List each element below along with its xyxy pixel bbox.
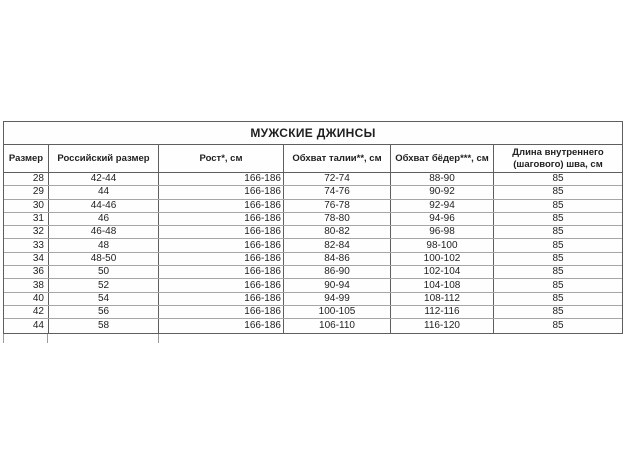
table-cell: 58 xyxy=(49,319,159,332)
table-cell: 92-94 xyxy=(391,200,494,212)
table-row xyxy=(4,293,622,306)
table-cell: 54 xyxy=(49,293,159,305)
table-cell: 44 xyxy=(4,319,49,332)
table-cell: 98-100 xyxy=(391,239,494,251)
table-cell: 85 xyxy=(552,226,564,238)
table-cell: 42 xyxy=(4,306,49,318)
table-cell: 38 xyxy=(4,279,49,291)
table-cell: 85 xyxy=(552,186,564,198)
table-cell: 166-186 xyxy=(159,239,284,251)
grid-stub-russian-size-column-border xyxy=(158,334,159,343)
column-header: Рост*, см xyxy=(159,145,284,172)
table-cell: 85 xyxy=(552,213,564,225)
table-cell: 166-186 xyxy=(159,266,284,278)
table-cell: 85 xyxy=(552,252,564,264)
table-cell: 85 xyxy=(552,239,564,251)
table-cell: 74-76 xyxy=(284,186,391,198)
table-row xyxy=(4,319,622,332)
table-body xyxy=(4,173,622,333)
table-header-row xyxy=(4,145,622,173)
table-cell: 94-99 xyxy=(284,293,391,305)
table-row xyxy=(4,266,622,279)
table-cell: 166-186 xyxy=(159,226,284,238)
table-cell: 166-186 xyxy=(159,186,284,198)
table-cell: 90-92 xyxy=(391,186,494,198)
table-cell: 82-84 xyxy=(284,239,391,251)
table-cell: 52 xyxy=(49,279,159,291)
table-cell: 85 xyxy=(552,173,564,185)
column-header: Длина внутреннего (шагового) шва, см xyxy=(512,146,604,170)
table-cell: 42-44 xyxy=(49,173,159,185)
table-cell: 48-50 xyxy=(49,253,159,265)
table-cell: 30 xyxy=(4,200,49,212)
table-cell: 166-186 xyxy=(159,293,284,305)
table-cell: 94-96 xyxy=(391,213,494,225)
table-cell: 78-80 xyxy=(284,213,391,225)
table-cell: 85 xyxy=(552,292,564,304)
table-row xyxy=(4,200,622,213)
table-cell: 106-110 xyxy=(284,319,391,332)
table-cell: 29 xyxy=(4,186,49,198)
table-cell: 166-186 xyxy=(159,200,284,212)
table-cell: 116-120 xyxy=(391,319,494,332)
table-row xyxy=(4,226,622,239)
column-header: Обхват бёдер***, см xyxy=(391,145,494,172)
table-cell: 44-46 xyxy=(49,200,159,212)
table-cell: 85 xyxy=(552,306,564,318)
table-cell: 44 xyxy=(49,186,159,198)
table-cell: 112-116 xyxy=(391,306,494,318)
column-header: Российский размер xyxy=(49,145,159,172)
table-cell: 100-105 xyxy=(284,306,391,318)
table-row xyxy=(4,213,622,226)
table-cell: 166-186 xyxy=(159,213,284,225)
table-cell: 34 xyxy=(4,253,49,265)
grid-stub-size-column-border xyxy=(47,334,48,343)
table-cell: 85 xyxy=(552,319,564,331)
table-cell: 108-112 xyxy=(391,293,494,305)
table-cell: 80-82 xyxy=(284,226,391,238)
table-cell: 85 xyxy=(552,199,564,211)
table-row xyxy=(4,239,622,252)
table-cell: 86-90 xyxy=(284,266,391,278)
mens-jeans-size-table xyxy=(3,121,623,334)
table-cell: 166-186 xyxy=(159,279,284,291)
table-row xyxy=(4,253,622,266)
table-cell: 84-86 xyxy=(284,253,391,265)
table-cell: 88-90 xyxy=(391,173,494,185)
table-cell: 36 xyxy=(4,266,49,278)
table-cell: 85 xyxy=(552,266,564,278)
table-cell: 56 xyxy=(49,306,159,318)
table-cell: 46-48 xyxy=(49,226,159,238)
grid-stub-left-border xyxy=(3,334,4,343)
table-cell: 166-186 xyxy=(159,306,284,318)
table-row xyxy=(4,186,622,199)
table-row xyxy=(4,173,622,186)
table-title: МУЖСКИЕ ДЖИНСЫ xyxy=(4,122,622,145)
table-cell: 31 xyxy=(4,213,49,225)
table-cell: 102-104 xyxy=(391,266,494,278)
table-cell: 33 xyxy=(4,239,49,251)
table-cell: 100-102 xyxy=(391,253,494,265)
table-row xyxy=(4,279,622,292)
table-cell: 166-186 xyxy=(159,253,284,265)
table-row xyxy=(4,306,622,319)
table-cell: 90-94 xyxy=(284,279,391,291)
table-cell: 28 xyxy=(4,173,49,185)
column-header: Обхват талии**, см xyxy=(284,145,391,172)
table-cell: 72-74 xyxy=(284,173,391,185)
table-cell: 104-108 xyxy=(391,279,494,291)
table-cell: 48 xyxy=(49,239,159,251)
table-cell: 32 xyxy=(4,226,49,238)
table-cell: 76-78 xyxy=(284,200,391,212)
table-cell: 166-186 xyxy=(159,173,284,185)
column-header: Размер xyxy=(4,145,49,172)
table-cell: 46 xyxy=(49,213,159,225)
table-cell: 50 xyxy=(49,266,159,278)
table-cell: 40 xyxy=(4,293,49,305)
table-cell: 166-186 xyxy=(159,319,284,332)
table-cell: 96-98 xyxy=(391,226,494,238)
table-cell: 85 xyxy=(552,279,564,291)
